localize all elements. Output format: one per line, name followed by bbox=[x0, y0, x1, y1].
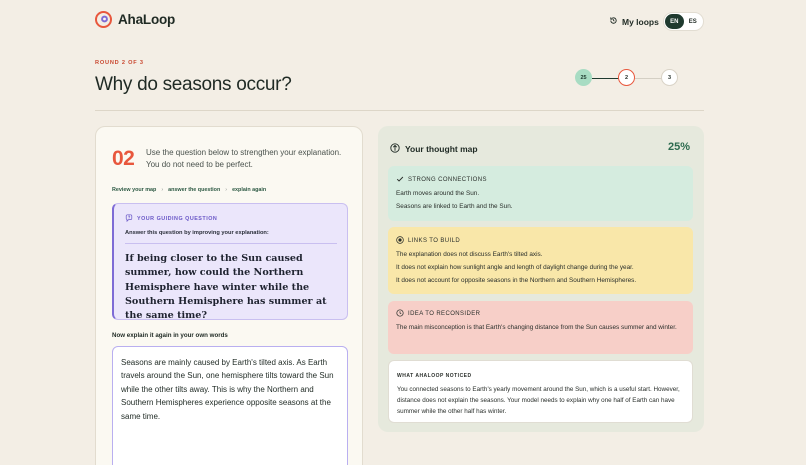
idea-to-reconsider-text: The main misconception is that Earth's changing distance from the Sun causes summer and winter. bbox=[396, 324, 677, 331]
lang-es-button[interactable]: ES bbox=[688, 18, 697, 25]
explanation-card bbox=[95, 126, 363, 465]
brand-name: AhaLoop bbox=[118, 12, 176, 27]
link-icon bbox=[396, 236, 404, 246]
idea-to-reconsider-title: IDEA TO RECONSIDER bbox=[408, 311, 481, 317]
round-label: ROUND 2 OF 3 bbox=[95, 60, 144, 66]
question-icon bbox=[125, 214, 133, 224]
guiding-question-box bbox=[112, 203, 348, 320]
link-to-build-item: It does not account for opposite seasons in the Northern and Southern Hemispheres. bbox=[396, 277, 637, 284]
explain-label: Now explain it again in your own words bbox=[112, 332, 228, 339]
header-divider bbox=[95, 110, 704, 111]
map-icon bbox=[390, 143, 400, 155]
breadcrumb bbox=[112, 187, 266, 193]
ahaloop-noticed-title: WHAT AHALOOP NOTICED bbox=[397, 373, 472, 379]
guiding-question-divider bbox=[125, 243, 337, 244]
links-to-build-box bbox=[388, 227, 693, 294]
thought-map-title: Your thought map bbox=[405, 144, 478, 154]
progress-step-3: 3 bbox=[661, 69, 678, 86]
my-loops-label: My loops bbox=[622, 16, 659, 27]
refresh-icon bbox=[396, 309, 404, 319]
thought-map-panel bbox=[378, 126, 704, 432]
idea-to-reconsider-box bbox=[388, 301, 693, 354]
check-icon bbox=[396, 175, 404, 185]
thought-map-percent: 25% bbox=[667, 141, 690, 153]
chevron-right-icon: › bbox=[225, 187, 228, 193]
ahaloop-logo-icon bbox=[95, 11, 112, 28]
breadcrumb-item[interactable]: Review your map bbox=[112, 187, 157, 193]
progress-line-todo bbox=[635, 78, 663, 80]
header bbox=[0, 0, 806, 44]
breadcrumb-item[interactable]: explain again bbox=[232, 187, 267, 193]
breadcrumb-item[interactable]: answer the question bbox=[168, 187, 221, 193]
progress-step-1: 25 bbox=[575, 69, 592, 86]
strong-connections-header bbox=[396, 175, 487, 185]
explanation-textarea[interactable]: Seasons are mainly caused by Earth's tilted axis. As Earth travels around the Sun, one hemisphere tilts toward the Sun while the other tilts away. This is why the Northern and Southern Hemispheres experience opposite seasons at the same time. bbox=[112, 346, 348, 465]
thought-map-header bbox=[390, 143, 478, 155]
link-to-build-item: The explanation does not discuss Earth's tilted axis. bbox=[396, 251, 543, 258]
progress-step-2: 2 bbox=[618, 69, 635, 86]
idea-to-reconsider-header bbox=[396, 309, 480, 319]
link-to-build-item: It does not explain how sunlight angle and length of daylight change during the year. bbox=[396, 264, 634, 271]
strong-connections-title: STRONG CONNECTIONS bbox=[408, 177, 487, 183]
ahaloop-noticed-text: You connected seasons to Earth's yearly movement around the Sun, which is a useful start. However, distance does not explain the seasons. Your model needs to explain why one half of Earth can have summer while the other half has winter. bbox=[397, 386, 680, 415]
history-icon bbox=[609, 16, 618, 27]
lang-en-button[interactable]: EN bbox=[665, 14, 684, 29]
ahaloop-noticed-box bbox=[388, 360, 693, 423]
links-to-build-header bbox=[396, 236, 460, 246]
strong-connection-item: Seasons are linked to Earth and the Sun. bbox=[396, 203, 513, 210]
guiding-question-title: YOUR GUIDING QUESTION bbox=[137, 216, 218, 222]
strong-connections-box bbox=[388, 166, 693, 221]
brand-logo[interactable] bbox=[95, 11, 175, 28]
chevron-right-icon: › bbox=[161, 187, 164, 193]
guiding-question-subtitle: Answer this question by improving your explanation: bbox=[125, 230, 269, 236]
page-title: Why do seasons occur? bbox=[95, 74, 292, 95]
language-toggle bbox=[663, 12, 704, 31]
links-to-build-title: LINKS TO BUILD bbox=[408, 238, 461, 244]
guiding-question-text: If being closer to the Sun caused summer, how could the Northern Hemisphere have winter while the Southern Hemisphere has summer at the same time? bbox=[125, 253, 327, 322]
strong-connection-item: Earth moves around the Sun. bbox=[396, 190, 480, 197]
round-progress bbox=[575, 69, 679, 87]
my-loops-link[interactable] bbox=[609, 16, 659, 27]
step-number: 02 bbox=[112, 147, 135, 170]
guiding-question-header bbox=[125, 214, 217, 224]
step-instructions: Use the question below to strengthen your explanation. You do not need to be perfect. bbox=[146, 148, 342, 169]
